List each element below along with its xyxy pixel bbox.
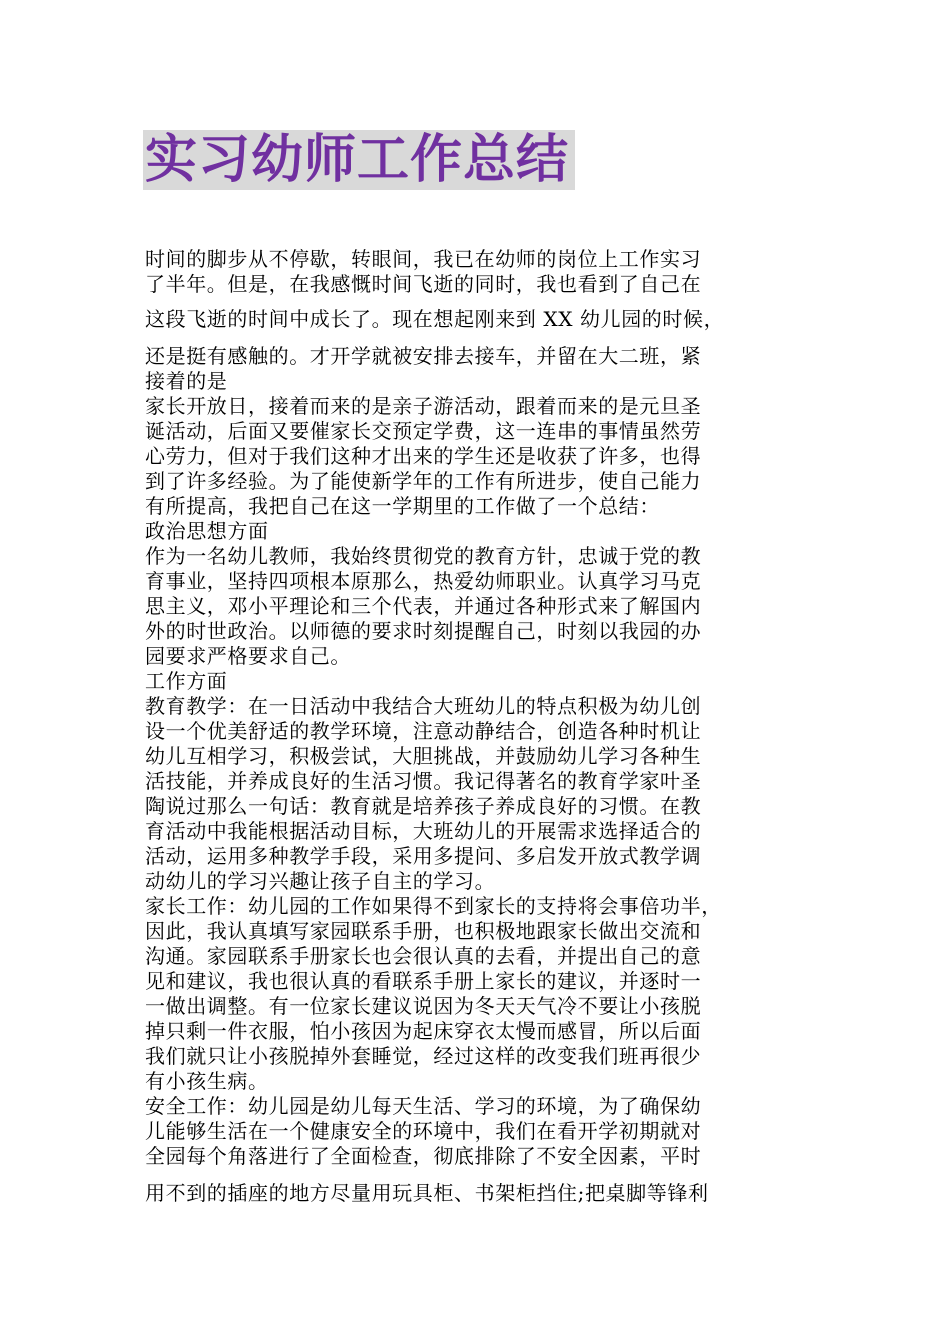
text-line: 家长工作：幼儿园的工作如果得不到家长的支持将会事倍功半， <box>145 894 722 918</box>
text-line: 因此，我认真填写家园联系手册，也积极地跟家长做出交流和 <box>145 919 702 943</box>
text-line: 见和建议，我也很认真的看联系手册上家长的建议，并逐时一 <box>145 969 702 993</box>
text-line: 了半年。但是，在我感慨时间飞逝的同时，我也看到了自己在 <box>145 272 702 296</box>
text-line: 诞活动，后面又要催家长交预定学费，这一连串的事情虽然劳 <box>145 419 702 443</box>
text-line: 作为一名幼儿教师，我始终贯彻党的教育方针，忠诚于党的教 <box>145 544 702 568</box>
document-title: 实习幼师工作总结 <box>143 130 575 190</box>
text-line: 心劳力，但对于我们这种才出来的学生还是收获了许多，也得 <box>145 444 702 468</box>
text-line: 儿能够生活在一个健康安全的环境中，我们在看开学初期就对 <box>145 1119 702 1143</box>
text-line: 活技能，并养成良好的生活习惯。我记得著名的教育学家叶圣 <box>145 769 702 793</box>
text-line: 幼儿互相学习，积极尝试，大胆挑战，并鼓励幼儿学习各种生 <box>145 744 702 768</box>
text-line: 时间的脚步从不停歇，转眼间，我已在幼师的岗位上工作实习 <box>145 247 702 271</box>
text-line: 我们就只让小孩脱掉外套睡觉，经过这样的改变我们班再很少 <box>145 1044 702 1068</box>
section-heading-work: 工作方面 <box>145 669 228 693</box>
text-line: 这段飞逝的时间中成长了。现在想起刚来到 XX 幼儿园的时候， <box>145 307 725 331</box>
text-line: 还是挺有感触的。才开学就被安排去接车，并留在大二班，紧 <box>145 344 702 368</box>
section-heading-politics: 政治思想方面 <box>145 519 269 543</box>
text-line: 园要求严格要求自己。 <box>145 644 351 668</box>
text-line: 用不到的插座的地方尽量用玩具柜、书架柜挡住;把桌脚等锋利 <box>145 1181 709 1205</box>
text-line: 沟通。家园联系手册家长也会很认真的去看，并提出自己的意 <box>145 944 702 968</box>
text-line: 育活动中我能根据活动目标，大班幼儿的开展需求选择适合的 <box>145 819 702 843</box>
text-line: 安全工作：幼儿园是幼儿每天生活、学习的环境，为了确保幼 <box>145 1094 702 1118</box>
text-line: 设一个优美舒适的教学环境，注意动静结合，创造各种时机让 <box>145 719 702 743</box>
text-line: 一做出调整。有一位家长建议说因为冬天天气冷不要让小孩脱 <box>145 994 702 1018</box>
text-line: 教育教学：在一日活动中我结合大班幼儿的特点积极为幼儿创 <box>145 694 702 718</box>
text-line: 育事业，坚持四项根本原那么，热爱幼师职业。认真学习马克 <box>145 569 702 593</box>
text-line: 思主义，邓小平理论和三个代表，并通过各种形式来了解国内 <box>145 594 702 618</box>
text-line: 到了许多经验。为了能使新学年的工作有所进步，使自己能力 <box>145 469 702 493</box>
document-body <box>145 247 810 1206</box>
text-line: 外的时世政治。以师德的要求时刻提醒自己，时刻以我园的办 <box>145 619 702 643</box>
text-line: 有所提高，我把自己在这一学期里的工作做了一个总结： <box>145 494 660 518</box>
text-line: 动幼儿的学习兴趣让孩子自主的学习。 <box>145 869 496 893</box>
text-line: 掉只剩一件衣服，怕小孩因为起床穿衣太慢而感冒，所以后面 <box>145 1019 702 1043</box>
text-line: 有小孩生病。 <box>145 1069 269 1093</box>
text-line: 接着的是 <box>145 369 228 393</box>
text-line: 家长开放日，接着而来的是亲子游活动，跟着而来的是元旦圣 <box>145 394 702 418</box>
text-line: 全园每个角落进行了全面检查，彻底排除了不安全因素，平时 <box>145 1144 702 1168</box>
text-line: 陶说过那么一句话：教育就是培养孩子养成良好的习惯。在教 <box>145 794 702 818</box>
text-line: 活动，运用多种教学手段，采用多提问、多启发开放式教学调 <box>145 844 702 868</box>
